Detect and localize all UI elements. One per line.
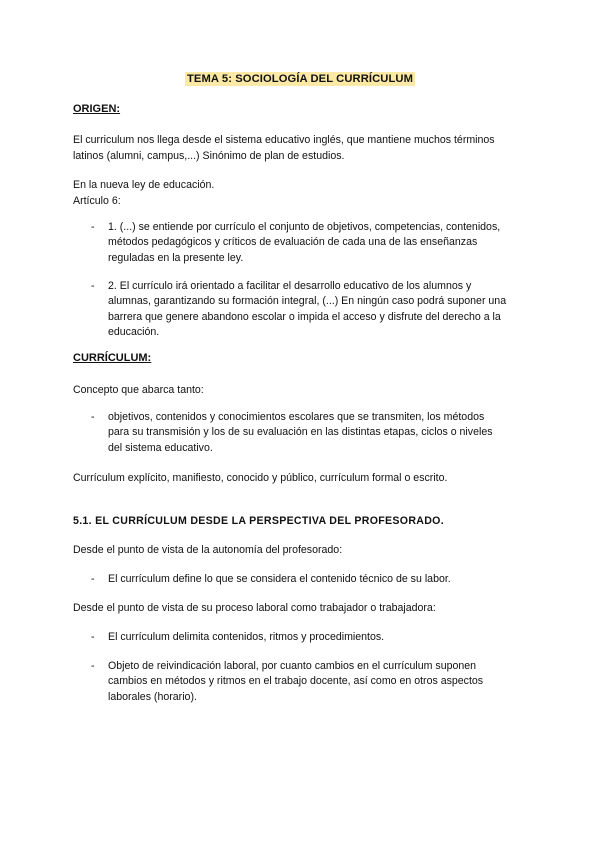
- list-dash: -: [91, 573, 95, 585]
- list-item: [91, 220, 531, 266]
- list-dash: -: [91, 631, 95, 643]
- list-item-line: laborales (horario).: [108, 690, 197, 703]
- section-intro-laboral: Desde el punto de vista de su proceso laboral como trabajador o trabajadora:: [73, 602, 436, 614]
- list-item-line: para su transmisión y los de su evaluación en las distintas etapas, ciclos o niveles: [108, 426, 493, 439]
- heading-section-5-1: 5.1. EL CURRÍCULUM DESDE LA PERSPECTIVA DEL PROFESORADO.: [73, 515, 444, 527]
- list-item-line: Objeto de reivindicación laboral, por cuanto cambios en el currículum suponen: [108, 660, 477, 672]
- list-item: [91, 659, 531, 705]
- list-item-line: educación.: [108, 325, 160, 338]
- page-title: TEMA 5: SOCIOLOGÍA DEL CURRÍCULUM: [186, 73, 413, 85]
- ley-paragraph: [73, 178, 533, 209]
- section-intro-autonomia: Desde el punto de vista de la autonomía del profesorado:: [73, 544, 343, 556]
- heading-origen: ORIGEN:: [73, 103, 121, 115]
- curriculum-intro: Concepto que abarca tanto:: [73, 384, 204, 396]
- list-dash: -: [91, 280, 95, 292]
- list-item: [91, 279, 531, 340]
- list-item: [91, 630, 531, 645]
- origen-paragraph-line: El curriculum nos llega desde el sistema educativo inglés, que mantiene muchos términos: [73, 134, 495, 146]
- list-item-line: métodos pedagógicos y críticos de evaluación de cada una de las enseñanzas: [108, 236, 478, 249]
- origen-paragraph-line: latinos (alumni, campus,...) Sinónimo de plan de estudios.: [73, 149, 345, 162]
- list-dash: -: [91, 660, 95, 672]
- articulo-line: Artículo 6:: [73, 194, 121, 207]
- origen-paragraph: [73, 133, 533, 164]
- title-wrap: [0, 72, 600, 86]
- list-item-line: alumnas, garantizando su formación integral, (...) En ningún caso podrá suponer una: [108, 295, 507, 308]
- list-item-line: cambios en métodos y ritmos en el trabajo docente, así como en otros aspectos: [108, 675, 484, 688]
- list-item: [91, 572, 531, 587]
- list-item-line: 1. (...) se entiende por currículo el conjunto de objetivos, competencias, contenidos,: [108, 221, 501, 233]
- curriculum-outro: Currículum explícito, manifiesto, conocido y público, currículum formal o escrito.: [73, 472, 448, 484]
- list-item-line: del sistema educativo.: [108, 441, 213, 454]
- list-item-line: reguladas en la presente ley.: [108, 251, 244, 264]
- list-item: [91, 410, 531, 456]
- heading-curriculum: CURRÍCULUM:: [73, 352, 152, 364]
- list-item-line: El currículum define lo que se considera el contenido técnico de su labor.: [108, 573, 451, 585]
- list-item-line: barrera que genere abandono escolar o impida el acceso y disfrute del derecho a la: [108, 310, 501, 323]
- list-dash: -: [91, 221, 95, 233]
- list-item-line: 2. El currículo irá orientado a facilitar el desarrollo educativo de los alumnos y: [108, 280, 472, 292]
- list-item-line: El currículum delimita contenidos, ritmos y procedimientos.: [108, 631, 385, 643]
- list-item-line: objetivos, contenidos y conocimientos escolares que se transmiten, los métodos: [108, 411, 485, 423]
- ley-line: En la nueva ley de educación.: [73, 179, 215, 191]
- list-dash: -: [91, 411, 95, 423]
